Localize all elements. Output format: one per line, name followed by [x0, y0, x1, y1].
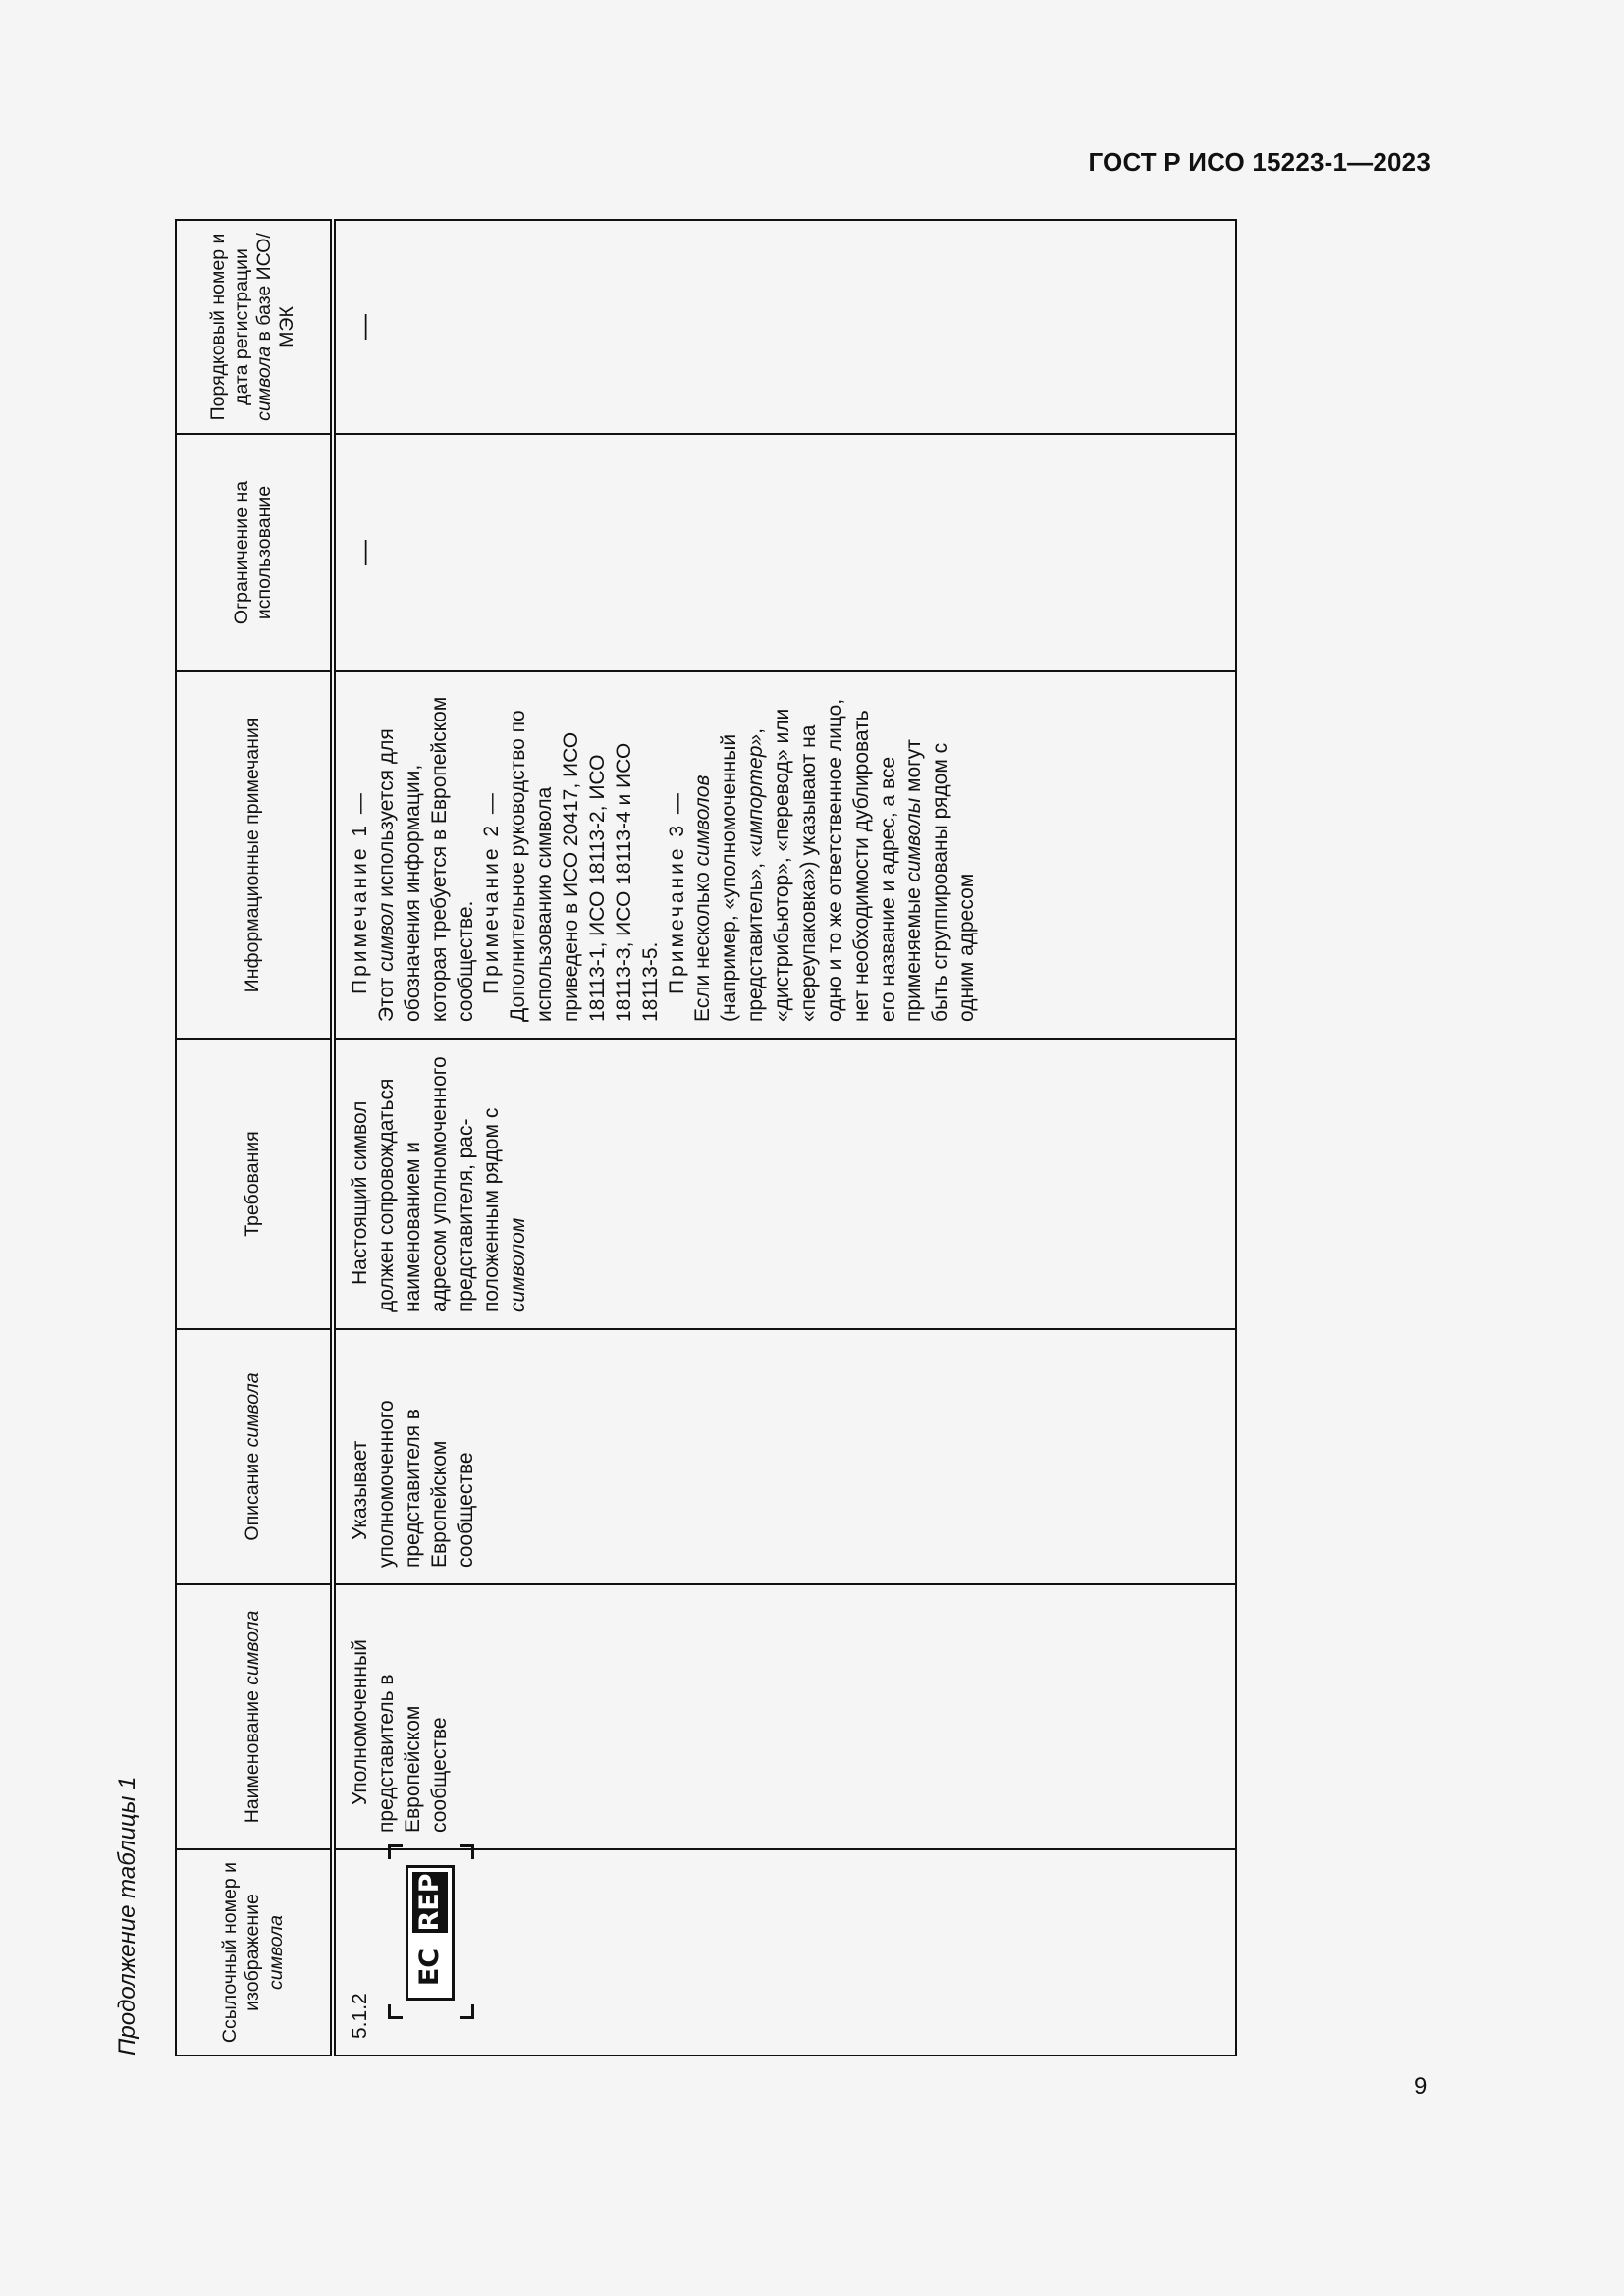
- restriction-cell: —: [333, 434, 1236, 671]
- note-2-text: Дополнительное руководство по использованию символа приведено в ИСО 20417, ИСО 18113-1, ИСО 18113-2, ИСО 18113-3, ИСО 18113-4 и ИСО 18113-5.: [507, 710, 662, 1022]
- ref-number: 5.1.2: [349, 1993, 371, 2039]
- note-3-text: Если несколько символов (например, «уполномоченный представитель», «импортер», «дистрибьютор», «перевод» или «переупаковка») указывают на одно и то же ответственное лицо, нет необходимости дублировать его название и адрес, а все применяемые символы могут быть сгруппированы рядом с одним адресом: [691, 698, 979, 1022]
- standard-header: ГОСТ Р ИСО 15223-1—2023: [1088, 147, 1431, 177]
- header-symbol-description: Описание символа: [176, 1329, 333, 1584]
- header-ref-number: Ссылочный номер и изображение символа: [176, 1849, 333, 2056]
- table-continuation-caption: Продолжение таблицы 1: [114, 1776, 140, 2056]
- note-2-label: Примечание 2 —: [480, 790, 504, 994]
- table-header-row: [176, 220, 333, 2056]
- requirements-cell: Настоящий символ должен сопровождаться наименованием и адресом уполномоченного представителя, расположенным рядом с символом: [333, 1039, 1236, 1329]
- header-restriction: Ограничение на использование: [176, 434, 333, 671]
- header-informative-notes: Информационные примечания: [176, 671, 333, 1039]
- note-3-label: Примечание 3 —: [665, 790, 688, 994]
- note-1-text: Этот символ используется для обозначения информации, которая требуется в Европейском сообществе.: [374, 696, 477, 1022]
- symbols-table: [175, 219, 1237, 2056]
- header-registration: Порядковый номер и дата регистрации символа в базе ИСО/МЭК: [176, 220, 333, 434]
- ec-label: EC: [413, 1948, 445, 1987]
- registration-cell: —: [333, 220, 1236, 434]
- page-number: 9: [1414, 2073, 1428, 2100]
- notes-cell: [333, 671, 1236, 1039]
- description-cell: Указывает уполномоченного представителя в Европейском сообществе: [333, 1329, 1236, 1584]
- header-symbol-name: Наименование символа: [176, 1584, 333, 1849]
- ec-rep-symbol: [388, 1844, 474, 2019]
- rep-label: REP: [408, 1868, 452, 1937]
- table-row: [333, 220, 1236, 2056]
- ref-cell: [333, 1849, 1236, 2056]
- name-cell: Уполномоченный представитель в Европейском сообществе: [333, 1584, 1236, 1849]
- note-1-label: Примечание 1 —: [349, 790, 371, 994]
- header-requirements: Требования: [176, 1039, 333, 1329]
- table-rotation-wrapper: [175, 221, 1237, 2056]
